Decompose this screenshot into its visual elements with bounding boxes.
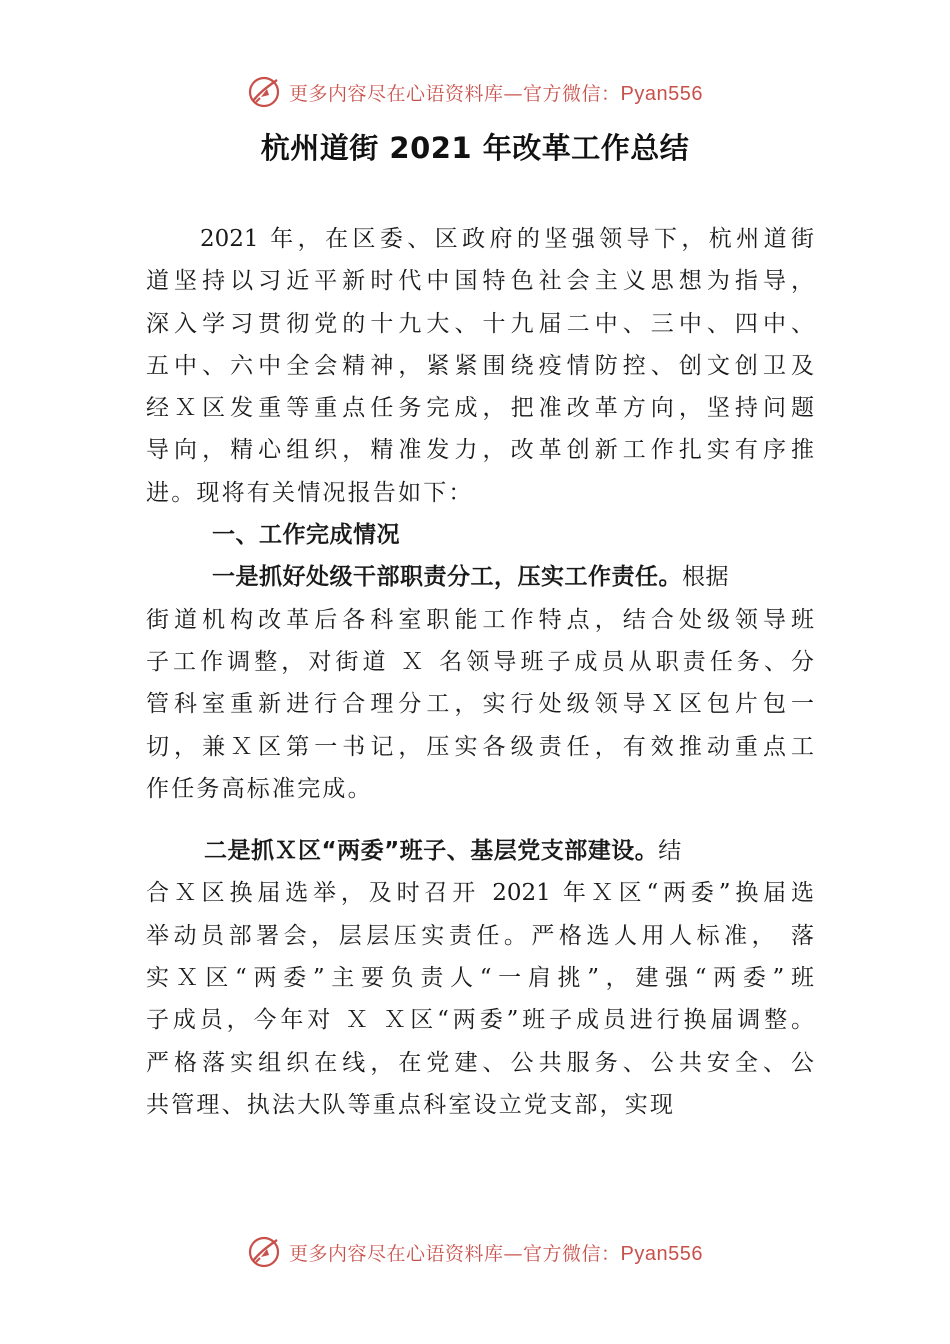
quill-logo-icon	[247, 75, 281, 109]
intro-line: 道坚持以习近平新时代中国特色社会主义思想为指导，	[146, 268, 814, 295]
item1-line: 子工作调整，对街道 Ｘ 名领导班子成员从职责任务、分	[146, 648, 814, 675]
watermark-label: 更多内容尽在心语资料库—官方微信：	[289, 1242, 621, 1265]
intro-line: 深入学习贯彻党的十九大、十九届二中、三中、四中、	[146, 310, 814, 337]
watermark-handle: Pyan556	[620, 1242, 703, 1265]
item2-first-rest: 结	[658, 838, 682, 865]
item2-first-line	[146, 830, 814, 872]
watermark-banner-top	[0, 70, 950, 114]
item2-line: 实Ｘ区“两委”主要负责人“一肩挑”，建强“两委”班	[146, 965, 814, 992]
item2-line: 共管理、执法大队等重点科室设立党支部，实现	[146, 1091, 676, 1118]
document-body	[146, 218, 814, 1126]
item1-first-line	[146, 556, 814, 598]
intro-line: 2021 年，在区委、区政府的坚强领导下，杭州道街	[200, 226, 814, 252]
watermark-handle: Pyan556	[620, 82, 703, 105]
document-title: 杭州道街 2021 年改革工作总结	[260, 131, 690, 165]
quill-logo-icon	[247, 1235, 281, 1269]
item2-line: 举动员部署会，层层压实责任。严格选人用人标准， 落	[146, 922, 814, 949]
item1-line: 切，兼Ｘ区第一书记，压实各级责任，有效推动重点工	[146, 733, 814, 760]
item2-lead: 二是抓Ｘ区“两委”班子、基层党支部建设。	[204, 838, 659, 865]
watermark-text	[289, 79, 703, 106]
item2-line: 子成员，今年对 Ｘ Ｘ区“两委”班子成员进行换届调整。	[146, 1007, 814, 1034]
watermark-banner-bottom	[0, 1230, 950, 1274]
section-heading: 一、工作完成情况	[212, 522, 400, 549]
intro-line: 经Ｘ区发重等重点任务完成，把准改革方向，坚持问题	[146, 395, 814, 422]
item1-line: 作任务高标准完成。	[146, 775, 373, 802]
intro-line: 五中、六中全会精神，紧紧围绕疫情防控、创文创卫及	[146, 352, 814, 379]
item1-line: 街道机构改革后各科室职能工作特点，结合处级领导班	[146, 606, 814, 633]
watermark-label: 更多内容尽在心语资料库—官方微信：	[289, 82, 621, 105]
item2-line: 严格落实组织在线，在党建、公共服务、公共安全、公	[146, 1049, 814, 1076]
item1-line: 管科室重新进行合理分工，实行处级领导Ｘ区包片包一	[146, 691, 814, 718]
intro-line: 导向，精心组织，精准发力，改革创新工作扎实有序推	[146, 437, 814, 464]
item1-first-rest: 根据	[682, 564, 729, 591]
item1-lead: 一是抓好处级干部职责分工，压实工作责任。	[212, 564, 682, 591]
watermark-text	[289, 1239, 703, 1266]
paragraph-gap	[146, 810, 814, 830]
item2-line: 合Ｘ区换届选举，及时召开 2021 年Ｘ区“两委”换届选	[146, 880, 814, 907]
intro-line: 进。现将有关情况报告如下：	[146, 479, 474, 506]
